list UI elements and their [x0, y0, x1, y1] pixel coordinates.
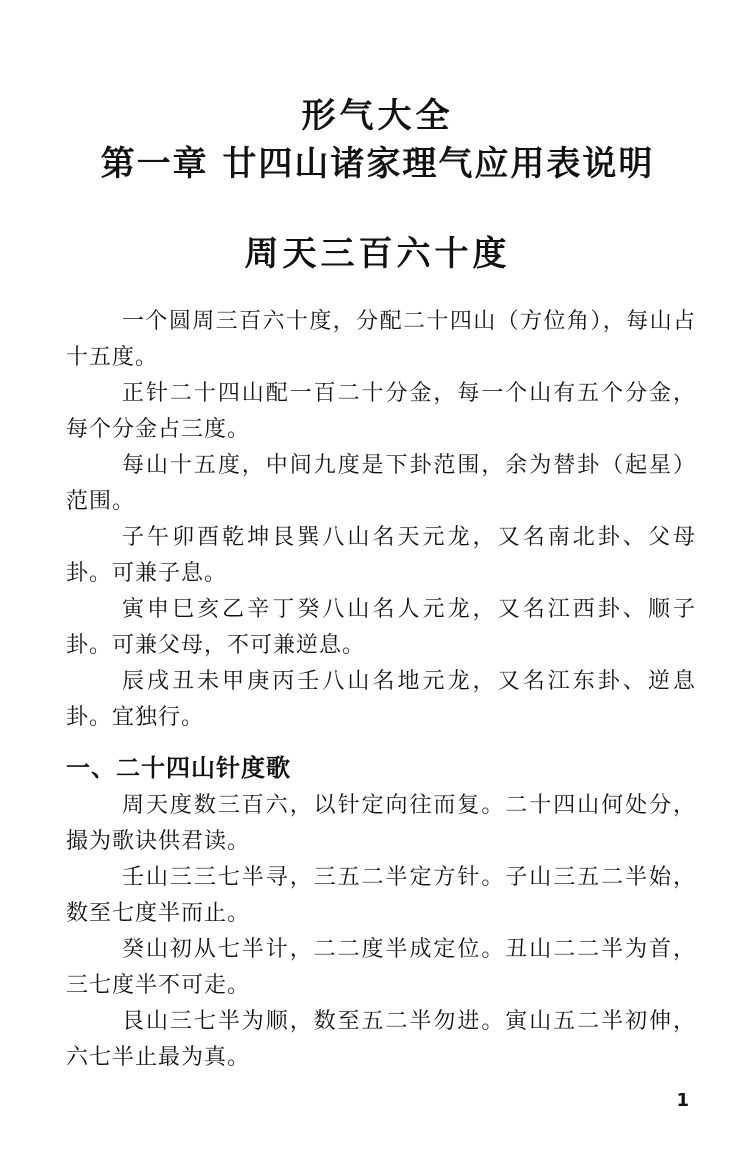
paragraph: 周天度数三百六，以针定向往而复。二十四山何处分，撮为歌诀供君读。 [66, 793, 696, 854]
page-number: 1 [676, 1090, 689, 1111]
paragraph: 正针二十四山配一百二十分金，每一个山有五个分金，每个分金占三度。 [66, 381, 696, 442]
paragraph: 辰戌丑未甲庚丙壬八山名地元龙，又名江东卦、逆息卦。宜独行。 [66, 669, 696, 730]
chapter-title: 第一章 廿四山诸家理气应用表说明 [100, 144, 655, 184]
paragraph: 每山十五度，中间九度是下卦范围，余为替卦（起星）范围。 [66, 453, 696, 514]
intro-text-block [66, 304, 696, 736]
paragraph: 寅申巳亥乙辛丁癸八山名人元龙，又名江西卦、顺子卦。可兼父母，不可兼逆息。 [66, 597, 696, 658]
paragraph: 一个圆周三百六十度，分配二十四山（方位角），每山占十五度。 [66, 309, 696, 370]
subsection-heading: 一、二十四山针度歌 [66, 754, 291, 782]
section-title: 周天三百六十度 [244, 234, 511, 274]
song-text-block [66, 788, 696, 1076]
book-title: 形气大全 [301, 96, 454, 136]
paragraph: 癸山初从七半计，二二度半成定位。丑山二二半为首，三七度半不可走。 [66, 937, 696, 998]
paragraph: 子午卯酉乾坤艮巽八山名天元龙，又名南北卦、父母卦。可兼子息。 [66, 525, 696, 586]
paragraph: 壬山三三七半寻，三五二半定方针。子山三五二半始，数至七度半而止。 [66, 865, 696, 926]
paragraph: 艮山三七半为顺，数至五二半勿进。寅山五二半初伸，六七半止最为真。 [66, 1009, 696, 1070]
